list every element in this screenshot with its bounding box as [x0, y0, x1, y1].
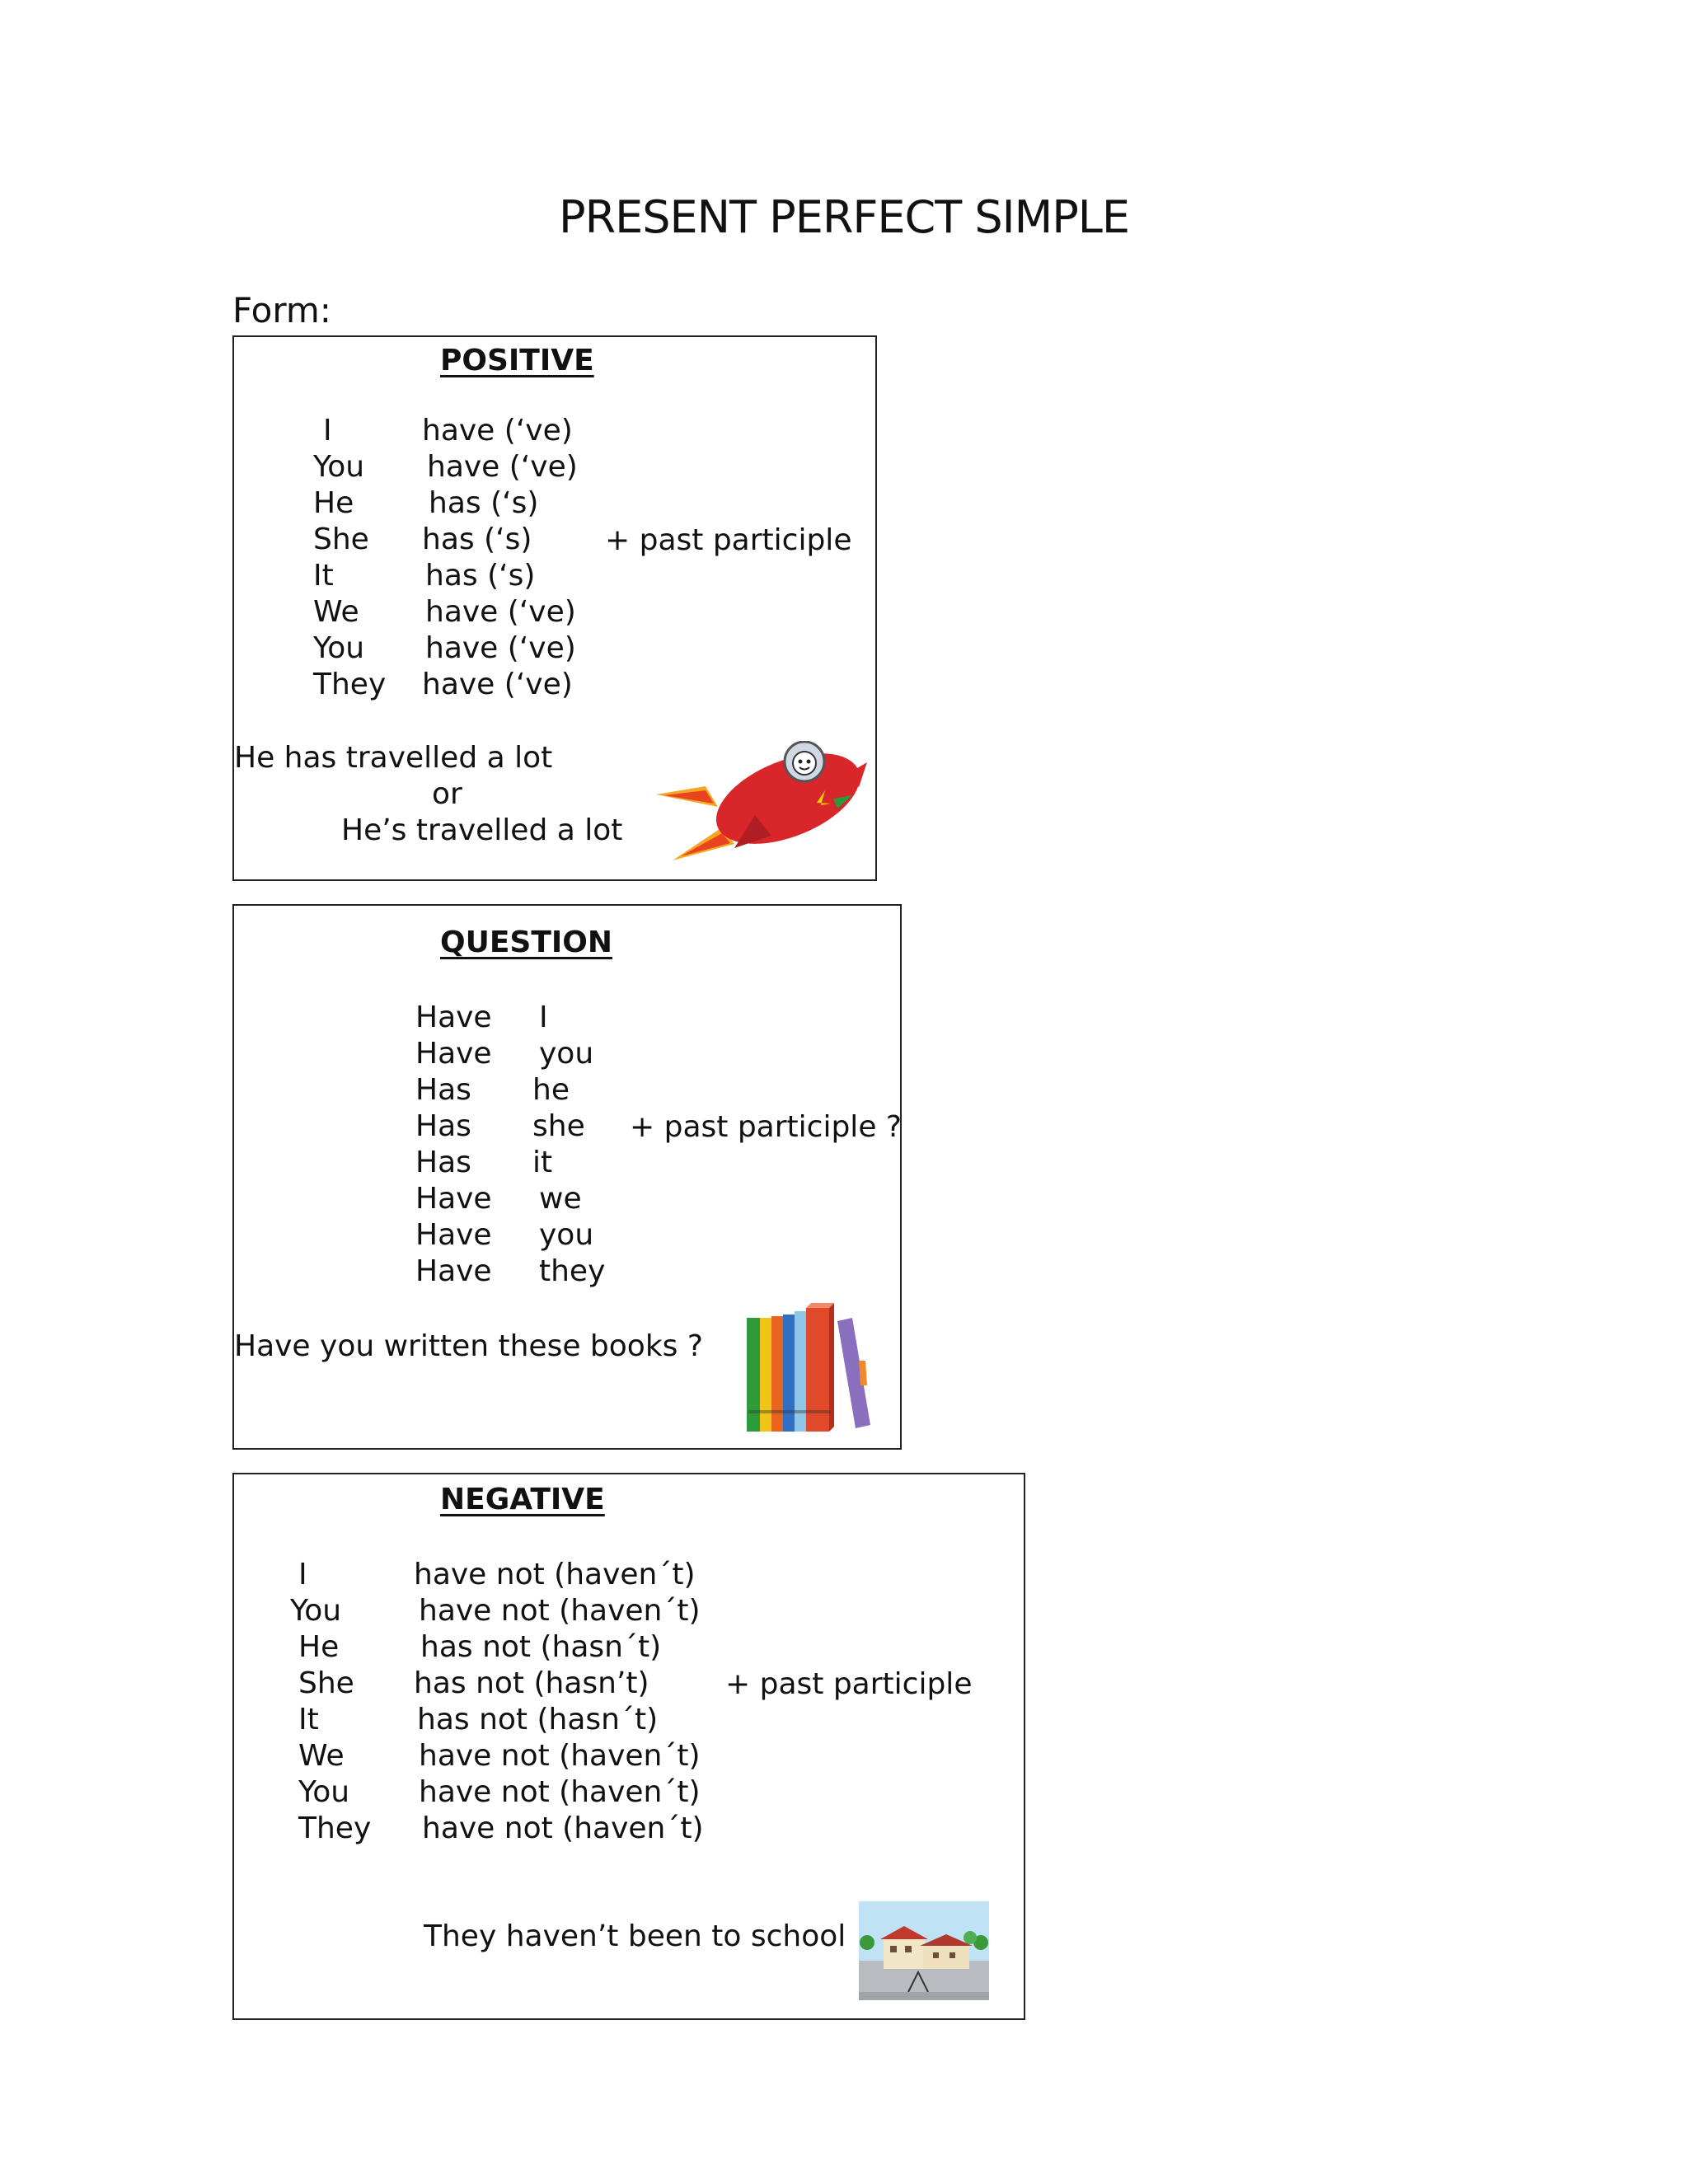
positive-verb: has (‘s)	[425, 559, 536, 593]
positive-example-2: He’s travelled a lot	[341, 813, 623, 847]
positive-pronoun: You	[313, 450, 365, 484]
negative-pronoun: We	[298, 1739, 345, 1773]
positive-pronoun: I	[323, 414, 332, 448]
positive-pronoun: We	[313, 595, 359, 629]
question-pronoun: it	[532, 1146, 553, 1179]
positive-pronoun: She	[313, 523, 369, 556]
negative-pronoun: I	[298, 1558, 307, 1591]
question-aux: Has	[415, 1109, 471, 1143]
negative-heading: NEGATIVE	[440, 1483, 605, 1516]
negative-example: They haven’t been to school	[424, 1919, 846, 1953]
question-pronoun: she	[532, 1109, 585, 1143]
form-label: Form:	[232, 290, 331, 330]
negative-verb: has not (hasn’t)	[414, 1666, 649, 1700]
negative-pronoun: It	[298, 1703, 319, 1736]
question-aux: Have	[415, 1218, 492, 1252]
positive-example-or: or	[432, 777, 462, 811]
question-aux: Has	[415, 1146, 471, 1179]
negative-verb: have not (haven´t)	[419, 1594, 701, 1628]
positive-example-1: He has travelled a lot	[234, 741, 553, 775]
question-pronoun: you	[539, 1218, 594, 1252]
positive-verb: have (‘ve)	[425, 595, 576, 629]
question-heading: QUESTION	[440, 926, 613, 959]
positive-verb: has (‘s)	[429, 486, 539, 520]
question-aux: Have	[415, 1001, 492, 1034]
school-icon	[859, 1901, 989, 2000]
negative-pronoun: She	[298, 1666, 354, 1700]
positive-pronoun: You	[313, 631, 365, 665]
question-aux: Have	[415, 1037, 492, 1071]
rocket-icon	[656, 741, 867, 873]
question-aux: Have	[415, 1254, 492, 1288]
negative-verb: have not (haven´t)	[419, 1739, 701, 1773]
question-pronoun: you	[539, 1037, 594, 1071]
positive-box	[232, 335, 877, 881]
positive-verb: have (‘ve)	[425, 631, 576, 665]
question-example: Have you written these books ?	[234, 1329, 703, 1363]
positive-pronoun: They	[313, 668, 387, 701]
positive-verb: has (‘s)	[422, 523, 532, 556]
positive-past-participle: + past participle	[605, 523, 852, 557]
negative-verb: have not (haven´t)	[419, 1775, 701, 1809]
negative-verb: has not (hasn´t)	[417, 1703, 659, 1736]
positive-verb: have (‘ve)	[422, 668, 573, 701]
positive-verb: have (‘ve)	[422, 414, 573, 448]
negative-verb: have not (haven´t)	[414, 1558, 696, 1591]
negative-pronoun: You	[298, 1775, 350, 1809]
negative-past-participle: + past participle	[725, 1667, 973, 1701]
question-pronoun: they	[539, 1254, 606, 1288]
negative-verb: has not (hasn´t)	[420, 1630, 662, 1664]
question-pronoun: I	[539, 1001, 548, 1034]
negative-pronoun: You	[290, 1594, 342, 1628]
negative-pronoun: He	[298, 1630, 340, 1664]
positive-pronoun: He	[313, 486, 354, 520]
positive-heading: POSITIVE	[440, 344, 594, 377]
question-aux: Have	[415, 1182, 492, 1216]
question-pronoun: we	[539, 1182, 582, 1216]
question-box	[232, 904, 902, 1450]
negative-verb: have not (haven´t)	[422, 1811, 704, 1845]
negative-pronoun: They	[298, 1811, 372, 1845]
question-past-participle: + past participle ?	[630, 1110, 903, 1144]
books-icon	[745, 1303, 885, 1435]
page-title: PRESENT PERFECT SIMPLE	[559, 191, 1129, 243]
positive-pronoun: It	[313, 559, 334, 593]
negative-box	[232, 1473, 1025, 2020]
question-aux: Has	[415, 1073, 471, 1107]
positive-verb: have (‘ve)	[427, 450, 578, 484]
question-pronoun: he	[532, 1073, 570, 1107]
